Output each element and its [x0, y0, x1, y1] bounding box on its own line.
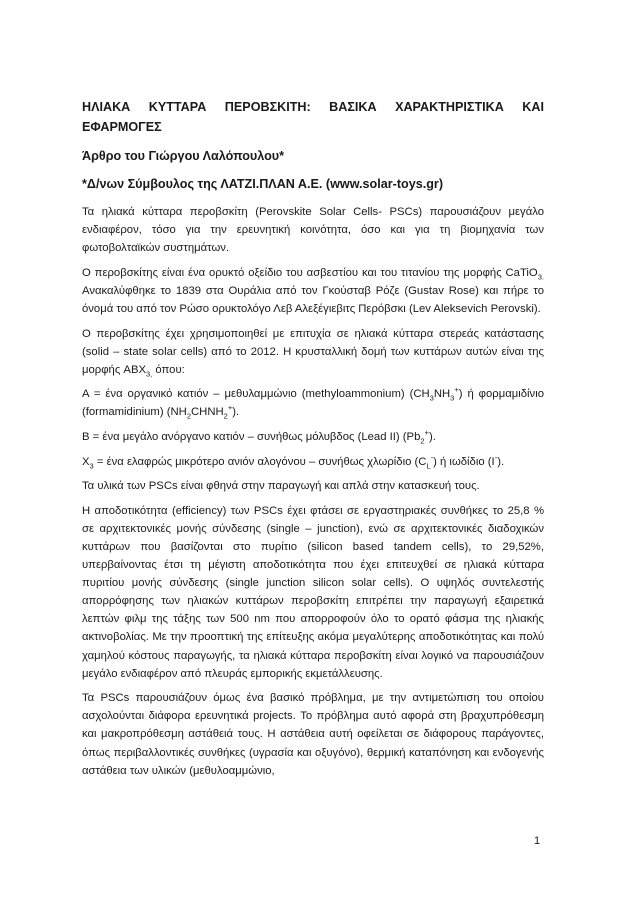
subscript: 2	[420, 436, 425, 446]
paragraph-materials-cost: Τα υλικά των PSCs είναι φθηνά στην παραγωγή και απλά στην κατασκευή τους.	[82, 480, 480, 493]
subscript: 2	[223, 411, 228, 421]
superscript: -	[430, 452, 434, 462]
superscript: +	[227, 403, 233, 413]
paragraph-efficiency: Η αποδοτικότητα (efficiency) των PSCs έχει φτάσει σε εργαστηριακές συνθήκες το 25,8 % σε αρχιτεκτονικές μονής σύνδεσης (single – junction), ενώ σε αρχιτεκτονικές διαδοχικών κυττάρων που βασίζονται στο πυρίτιο (silicon based tandem cells), το 29,52%, υπερβαίνοντας έτσι τη μέγιστη αποδοτικότητα που έχει επιτευχθεί σε ηλιακά κύτταρα πυριτίου μονής σύνδεσης (single junction silicon solar cells). Ο υψηλός συντελεστής απορρόφησης των ηλιακών κυττάρων περοβσκίτη επιτρέπει την παραγωγή εξαιρετικά λεπτών φιλμ της τάξης των 500 nm που απορροφούν όλο το ορατό φάσμα της ηλιακής ακτινοβολίας. Με την προοπτική της επίτευξης ακόμα μεγαλύτερης αποδοτικότητας και πολύ χαμηλού κόστους παραγωγής, τα ηλιακά κύτταρα περοβσκίτη είναι λογικό να παρουσιάζουν μεγάλο ενδιαφέρον από πλευράς εμπορικής εκμετάλλευσης.	[82, 504, 544, 680]
paragraph-perovskite-definition	[82, 264, 544, 318]
superscript: +	[424, 428, 429, 438]
paragraph-instability: Τα PSCs παρουσιάζουν όμως ένα βασικό πρόβλημα, με την αντιμετώπιση του οποίου ασχολούνται διάφορα ερευνητικά projects. Το πρόβλημα αυτό αφορά στη βραχυπρόθεσμη και μακροπρόθεσμη αστάθειά τους. Η αστάθεια αυτή οφείλεται σε διάφορους παράγοντες, όπως περιβαλλοντικές συνθήκες (υγρασία και οξυγόνο), θερμική καταπόνηση και ενδογενής αστάθεια των υλικών (μεθυλοαμμώνιο,	[82, 692, 544, 777]
subscript: 2	[186, 411, 191, 421]
text-run: ) ή ιωδίδιο (I	[433, 455, 495, 468]
text-run: όπου:	[152, 363, 185, 376]
page-number: 1	[534, 835, 541, 847]
text-run: ).	[428, 431, 436, 444]
document-page	[82, 97, 544, 786]
subscript: 3	[89, 460, 94, 470]
paragraph-crystal-structure	[82, 325, 544, 379]
subscript: 3	[450, 393, 455, 403]
subscript: L	[426, 460, 431, 470]
text-run: NH	[433, 388, 451, 401]
title-line-2: ΕΦΑΡΜΟΓΕΣ	[82, 120, 162, 134]
superscript: +	[454, 385, 459, 395]
paragraph-cation-a	[82, 385, 544, 421]
text-run: Α = ένα οργανικό κατιόν – μεθυλαμμώνιο (methyloammonium) (CH	[82, 388, 430, 401]
text-run: CHNH	[191, 406, 224, 419]
text-run: Ο περοβσκίτης έχει χρησιμοποιηθεί με επιτυχία σε ηλιακά κύτταρα στερεάς κατάστασης (solid – state solar cells) από το 2012. Η κρυσταλλική δομή των κυττάρων αυτών είναι της μορφής ABX	[82, 327, 544, 376]
text-run: ) ή φορμαμιδίνιο (formamidinium) (NH	[82, 388, 544, 419]
text-run: X	[82, 455, 90, 468]
text-run: Ο περοβσκίτης είναι ένα ορυκτό οξείδιο του ασβεστίου και του τιτανίου της μορφής CaTiO	[82, 266, 538, 279]
subscript: 3.	[537, 272, 544, 282]
company-line: *Δ/νων Σύμβουλος της ΛΑΤΖΙ.ΠΛΑΝ Α.Ε. (www.solar-toys.gr)	[82, 177, 444, 191]
text-run: ).	[232, 406, 240, 419]
text-run: = ένα ελαφρώς μικρότερο ανιόν αλογόνου – συνήθως χλωρίδιο (C	[93, 455, 427, 468]
text-run: ).	[497, 455, 505, 468]
paragraph-cation-b	[82, 428, 544, 446]
text-run: B = ένα μεγάλο ανόργανο κατιόν – συνήθως μόλυβδος (Lead II) (Pb	[82, 431, 421, 444]
paragraph-intro: Τα ηλιακά κύτταρα περοβσκίτη (Perovskite Solar Cells- PSCs) παρουσιάζουν μεγάλο ενδιαφέρον, τόσο για την ερευνητική κοινότητα, όσο και για τη βιομηχανία των φωτοβολταϊκών συστημάτων.	[82, 206, 544, 255]
author-line: Άρθρο του Γιώργου Λαλόπουλου*	[82, 149, 285, 163]
paragraph-anion-x	[82, 453, 544, 471]
title-line-1: ΗΛΙΑΚΑ ΚΥΤΤΑΡΑ ΠΕΡΟΒΣΚΙΤΗ: ΒΑΣΙΚΑ ΧΑΡΑΚΤΗΡΙΣΤΙΚΑ ΚΑΙ	[82, 100, 544, 114]
subscript: 3,	[146, 369, 153, 378]
document-title	[82, 97, 544, 137]
text-run: Ανακαλύφθηκε το 1839 στα Ουράλια από τον Γκούσταβ Ρόζε (Gustav Rose) και πήρε το όνομά του από τον Ρώσο ορυκτολόγο Λεβ Αλεξέγιεβιτς Περόβσκι (Lev Aleksevich Perovski).	[82, 284, 544, 315]
superscript: -	[494, 452, 498, 462]
subscript: 3	[429, 393, 434, 403]
